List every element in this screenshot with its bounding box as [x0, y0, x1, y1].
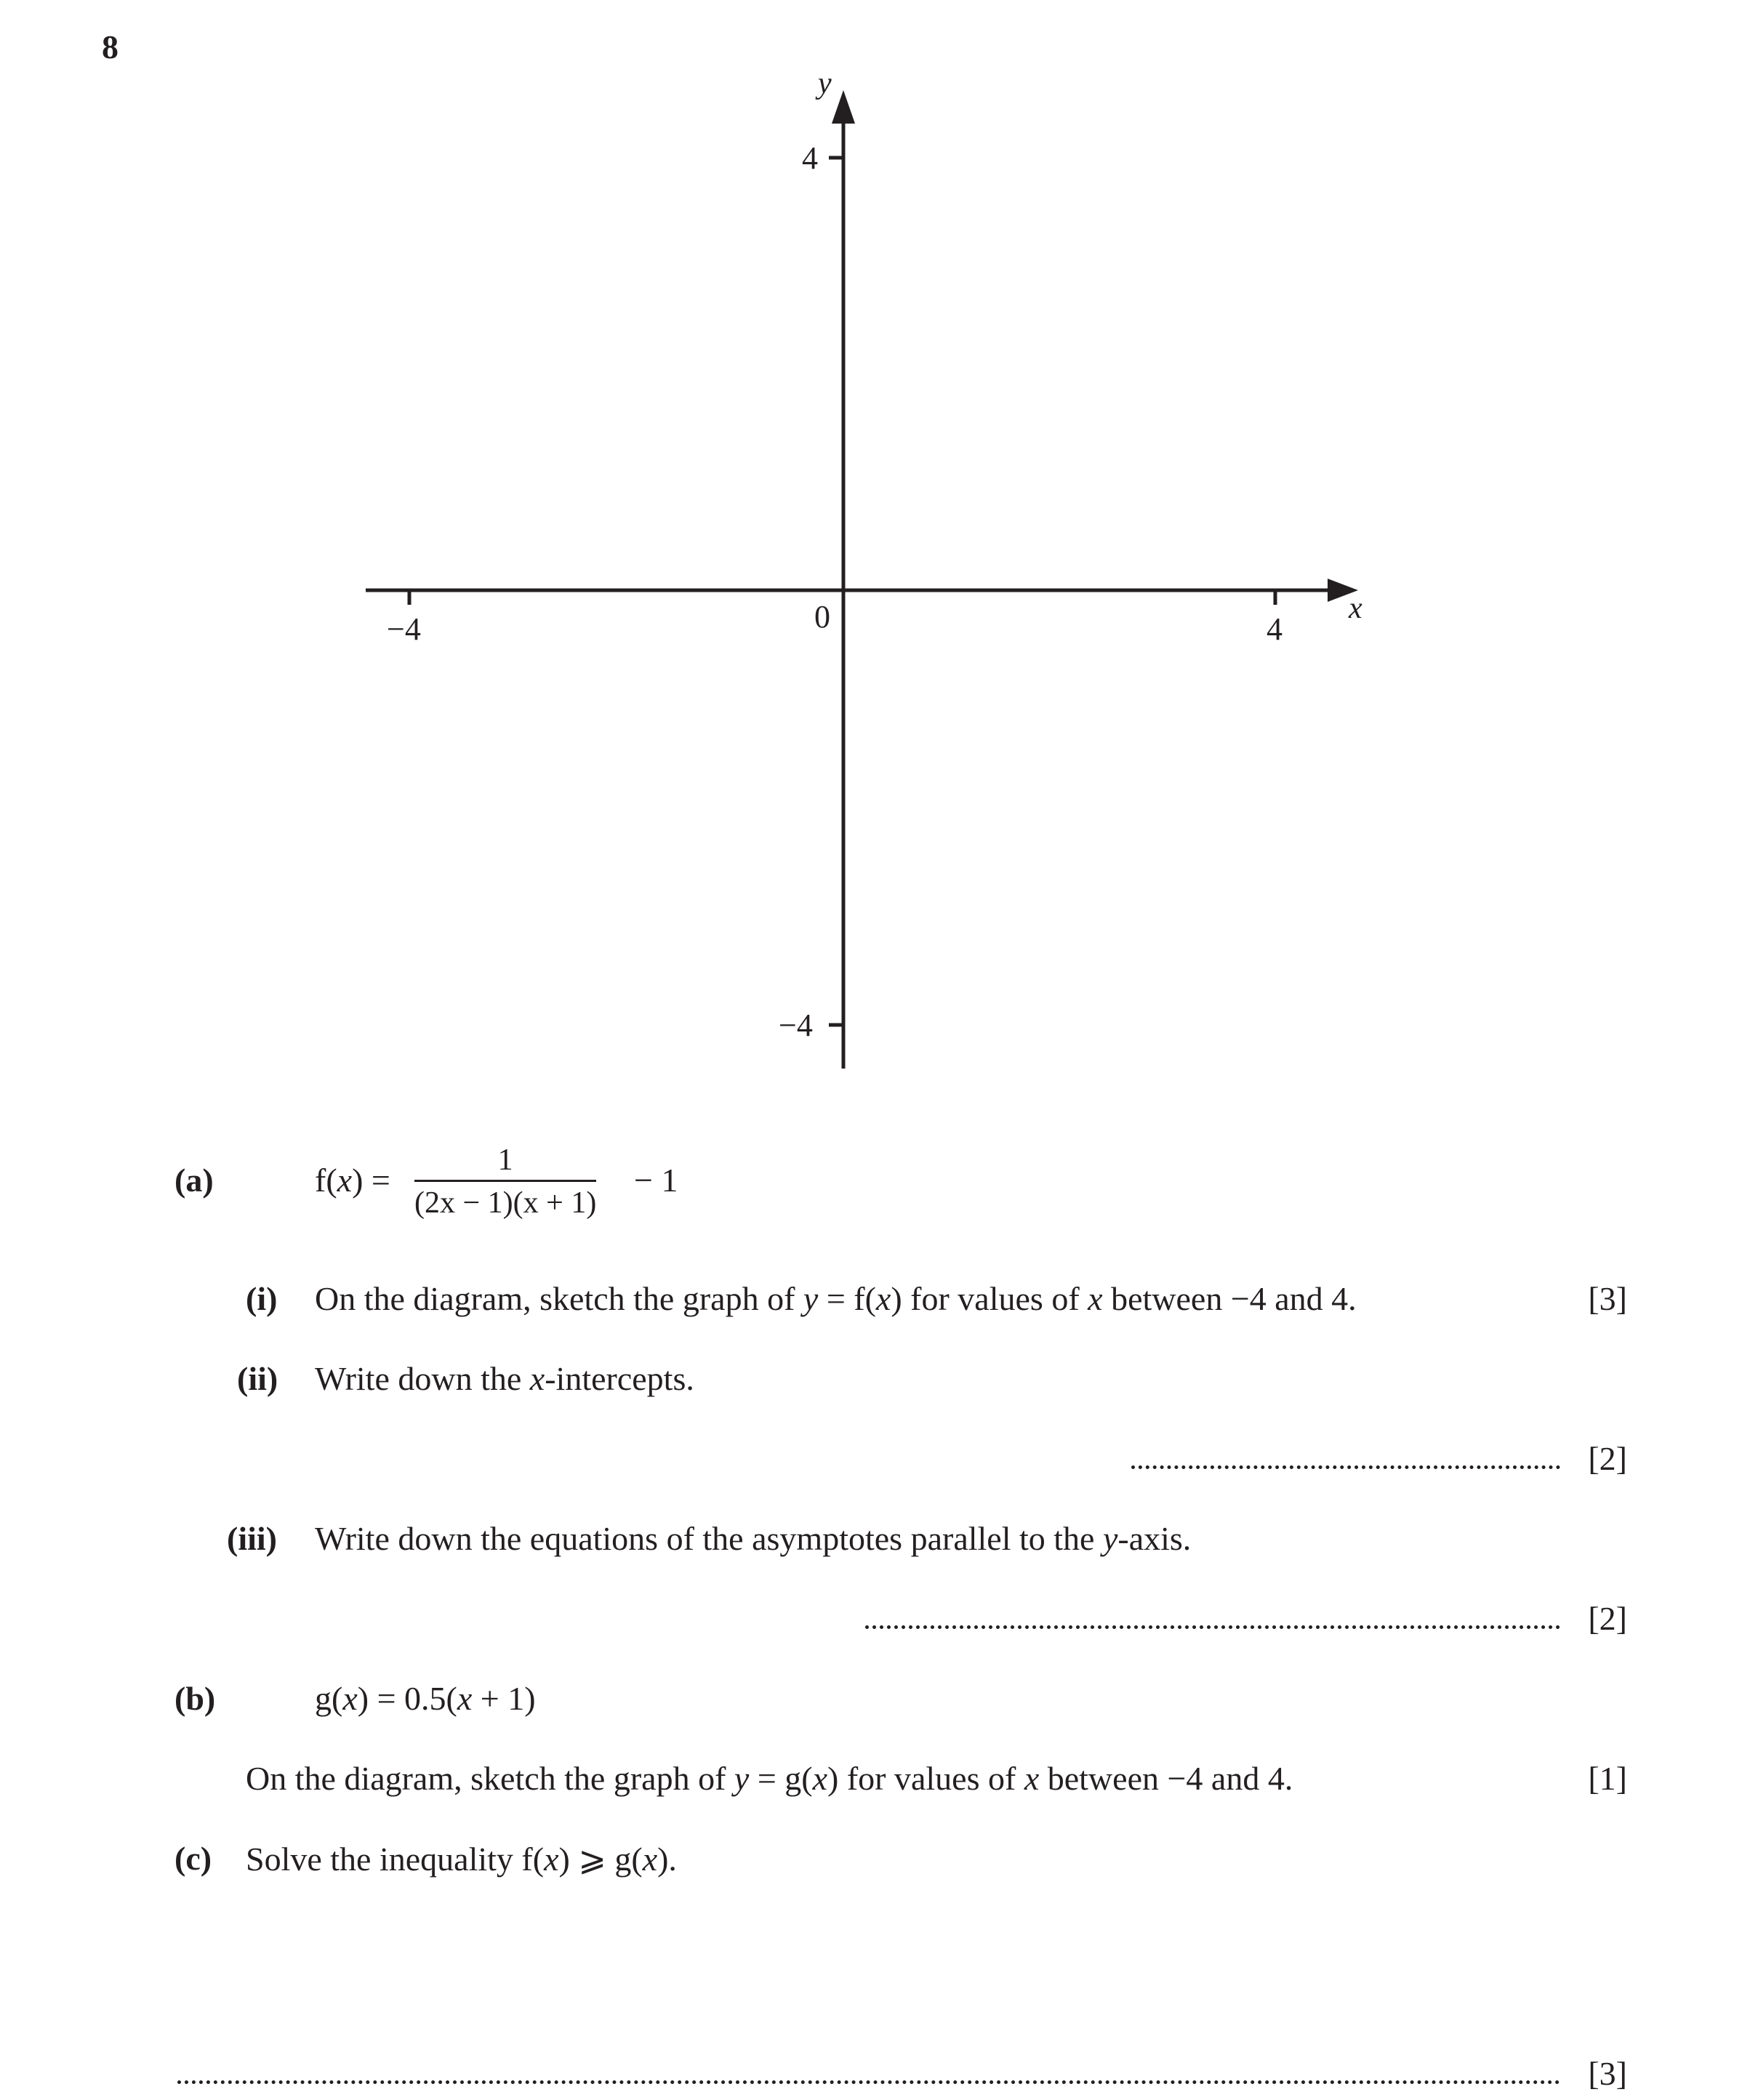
part-a-i-text — [315, 1279, 1357, 1318]
a-i-text-end: between −4 and 4. — [1102, 1280, 1357, 1317]
a-i-var-x: x — [1088, 1280, 1103, 1317]
a-i-text-pre: On the diagram, sketch the graph of — [315, 1280, 803, 1317]
origin-label: 0 — [814, 599, 830, 635]
f-lhs: f( — [315, 1162, 337, 1199]
g-def-pre: g( — [315, 1680, 343, 1717]
b-text-pre: On the diagram, sketch the graph of — [246, 1760, 734, 1797]
a-ii-var: x — [529, 1360, 545, 1397]
question-number: 8 — [102, 28, 119, 65]
answer-line-c[interactable] — [177, 2080, 1560, 2084]
answer-line-a-iii[interactable] — [865, 1625, 1560, 1629]
x-tick-label-4: 4 — [1267, 611, 1283, 647]
part-c-label: (c) — [174, 1840, 212, 1877]
x-tick-label-neg4: −4 — [387, 611, 421, 647]
b-text-end: between −4 and 4. — [1039, 1760, 1293, 1797]
a-iii-text-post: -axis. — [1117, 1520, 1192, 1557]
a-iii-text-pre: Write down the equations of the asymptotes parallel to the — [315, 1520, 1103, 1557]
part-a-iii-text — [315, 1519, 1191, 1558]
fraction-bar — [414, 1180, 596, 1182]
f-numerator: 1 — [497, 1143, 513, 1177]
part-a-iii-label: (iii) — [227, 1520, 277, 1557]
y-axis-label: y — [818, 67, 832, 100]
a-i-eq-x: x — [875, 1280, 891, 1317]
a-ii-text-pre: Write down the — [315, 1360, 530, 1397]
part-a-ii-text — [315, 1359, 694, 1398]
part-c-marks: [3] — [1588, 2055, 1627, 2092]
f-fraction — [414, 1143, 596, 1220]
part-a-label: (a) — [174, 1162, 214, 1199]
x-axis-label: x — [1349, 592, 1362, 625]
c-var1: x — [544, 1840, 559, 1878]
b-eq-y: y — [734, 1760, 750, 1797]
b-text-post: ) for values of — [827, 1760, 1024, 1797]
g-def-mid: ) = 0.5( — [357, 1680, 457, 1717]
y-tick-label-4: 4 — [802, 140, 818, 176]
part-b-label: (b) — [174, 1680, 216, 1717]
part-c-text — [246, 1839, 677, 1878]
part-a-i-marks: [3] — [1588, 1280, 1627, 1317]
b-var-x: x — [1024, 1760, 1040, 1797]
c-text-pre: Solve the inequality f( — [246, 1840, 545, 1878]
c-var2: x — [642, 1840, 658, 1878]
part-a-ii-label: (ii) — [237, 1360, 278, 1397]
y-tick-label-neg4: −4 — [779, 1007, 813, 1043]
f-var: x — [337, 1162, 353, 1199]
b-eq-mid: = g( — [749, 1760, 813, 1797]
part-b-marks: [1] — [1588, 1760, 1627, 1797]
g-var2: x — [457, 1680, 473, 1717]
f-close: ) = — [352, 1162, 390, 1199]
f-definition-lhs — [315, 1161, 390, 1199]
f-denominator: (2x − 1)(x + 1) — [414, 1186, 597, 1220]
answer-line-a-ii[interactable] — [1131, 1465, 1560, 1469]
c-text-mid: ) ⩾ g( — [558, 1840, 643, 1878]
a-i-eq-y: y — [803, 1280, 819, 1317]
b-eq-x: x — [812, 1760, 828, 1797]
f-minus-one: − 1 — [634, 1162, 678, 1199]
g-definition — [315, 1679, 536, 1718]
y-axis-arrowhead — [832, 90, 855, 124]
a-i-text-post: ) for values of — [891, 1280, 1088, 1317]
g-var: x — [342, 1680, 358, 1717]
part-a-i-label: (i) — [246, 1280, 278, 1317]
part-b-text — [246, 1759, 1293, 1798]
c-text-post: ). — [657, 1840, 677, 1878]
part-a-iii-marks: [2] — [1588, 1600, 1627, 1637]
part-a-ii-marks: [2] — [1588, 1440, 1627, 1477]
a-iii-var: y — [1102, 1520, 1118, 1557]
a-i-eq-mid: = f( — [818, 1280, 876, 1317]
a-ii-text-post: -intercepts. — [545, 1360, 694, 1397]
g-def-post: + 1) — [472, 1680, 536, 1717]
